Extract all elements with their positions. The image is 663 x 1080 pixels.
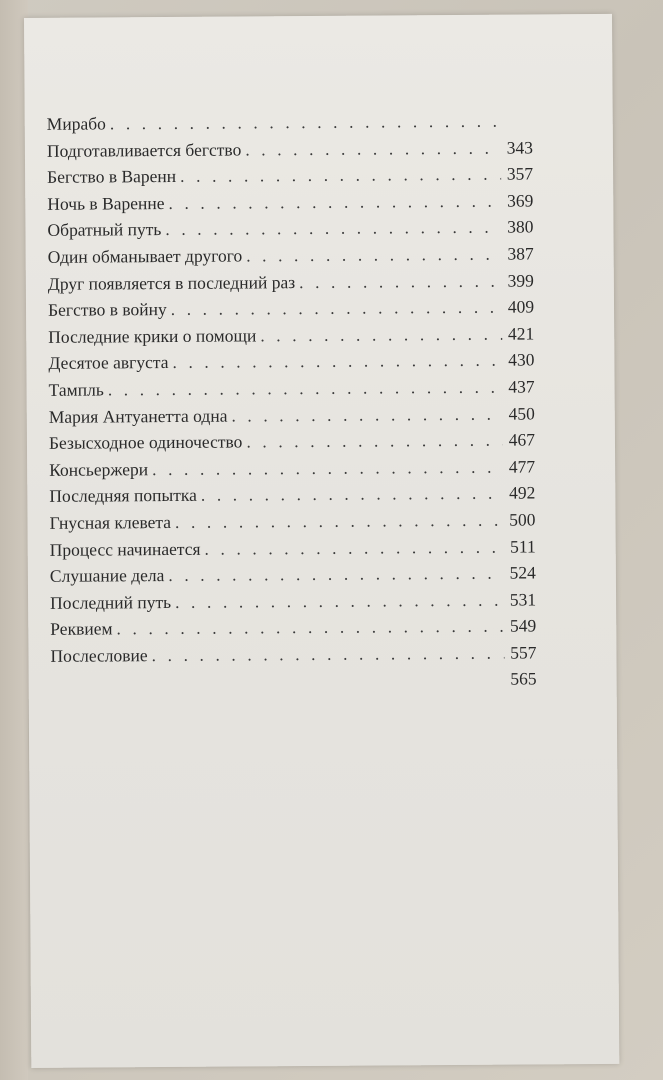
dot-leader (299, 270, 502, 292)
toc-entry-title: Консьержери (49, 458, 149, 480)
toc-entry (48, 323, 534, 353)
toc-entry-page: 399 (507, 270, 534, 291)
dot-leader (165, 217, 501, 240)
dot-leader (168, 190, 501, 213)
toc-entry-title: Десятое августа (48, 352, 169, 374)
toc-entry-title: Один обманывает другого (47, 245, 243, 267)
dot-leader (175, 510, 504, 533)
dot-leader (175, 589, 504, 612)
dot-leader (152, 456, 503, 479)
dot-leader (246, 430, 503, 453)
toc-entry (47, 217, 533, 247)
toc-entry-title: Последние крики о помощи (48, 325, 257, 347)
toc-entry (50, 536, 536, 566)
toc-entry-page: 557 (510, 642, 537, 663)
toc-entry-title: Мирабо (46, 113, 106, 134)
toc-entry-title: Обратный путь (47, 219, 162, 241)
toc-entry-title: Бегство в Варенн (47, 166, 177, 188)
dot-leader (204, 536, 503, 559)
toc-entry-title: Бегство в войну (47, 299, 167, 320)
toc-entry-page: 369 (506, 190, 534, 211)
dot-leader (201, 483, 504, 506)
toc-entry (48, 350, 534, 380)
toc-entry (51, 669, 537, 699)
toc-entry (49, 456, 535, 486)
toc-entry-page: 531 (509, 589, 537, 610)
toc-entry (49, 403, 535, 433)
dot-leader (110, 111, 501, 135)
toc-entry-page: 500 (509, 509, 536, 530)
toc-entry (49, 376, 535, 406)
toc-entry-title: Тампль (48, 379, 104, 400)
toc-entry-title: Друг появляется в последний раз (47, 271, 296, 294)
toc-entry (50, 589, 536, 619)
toc-entry (50, 642, 536, 672)
toc-entry (47, 164, 533, 194)
toc-entry-page: 421 (507, 323, 535, 344)
toc-entry-page: 437 (508, 376, 535, 397)
toc-entry-page: 477 (508, 456, 536, 477)
toc-entry (49, 509, 535, 539)
table-of-contents (47, 110, 537, 698)
toc-entry (49, 483, 535, 513)
toc-entry-page: 380 (507, 216, 534, 238)
dot-leader (116, 616, 504, 640)
toc-entry-title: Последний путь (50, 591, 172, 613)
toc-entry-title: Мария Антуанетта одна (48, 405, 228, 427)
toc-entry-page: 565 (510, 668, 537, 690)
toc-entry-title: Ночь в Варенне (47, 192, 165, 214)
dot-leader (231, 403, 502, 426)
toc-entry (48, 243, 534, 273)
dot-leader (245, 137, 501, 160)
toc-entry-page: 511 (510, 535, 536, 557)
dot-leader (172, 350, 502, 373)
dot-leader (168, 563, 504, 586)
toc-entry-page: 549 (509, 615, 537, 636)
toc-entry-title: Подготавливается бегство (46, 139, 242, 161)
toc-entry-page: 430 (508, 349, 535, 370)
toc-entry (50, 563, 536, 593)
dot-leader (152, 643, 505, 666)
toc-entry (50, 616, 536, 646)
toc-entry-page: 450 (508, 402, 535, 424)
toc-entry-title: Гнусная клевета (49, 511, 172, 533)
book-page (24, 14, 619, 1068)
toc-entry-title: Процесс начинается (49, 538, 201, 560)
toc-entry-title: Послесловие (50, 645, 148, 666)
toc-entry (48, 297, 534, 327)
dot-leader (246, 244, 502, 267)
background-surface (0, 0, 28, 1080)
toc-entry (47, 137, 533, 167)
dot-leader (180, 164, 501, 187)
toc-entry (47, 190, 533, 220)
toc-entry-page: 492 (509, 482, 536, 503)
toc-entry (47, 110, 533, 140)
dot-leader (108, 377, 503, 401)
toc-entry-title: Безысходное одиночество (48, 431, 243, 453)
toc-entry-page: 387 (507, 243, 534, 264)
dot-leader (171, 297, 502, 320)
toc-entry (49, 430, 535, 460)
toc-entry-page: 343 (506, 137, 533, 158)
toc-entry (48, 270, 534, 300)
toc-entry-title: Слушание дела (49, 565, 165, 586)
toc-entry-title: Последняя попытка (49, 485, 197, 507)
toc-entry-page: 409 (507, 296, 535, 317)
dot-leader (260, 323, 502, 346)
toc-entry-title: Реквием (50, 618, 113, 640)
toc-entry-page: 357 (506, 163, 534, 184)
toc-entry-page: 524 (509, 562, 536, 583)
toc-entry-page: 467 (508, 429, 536, 450)
